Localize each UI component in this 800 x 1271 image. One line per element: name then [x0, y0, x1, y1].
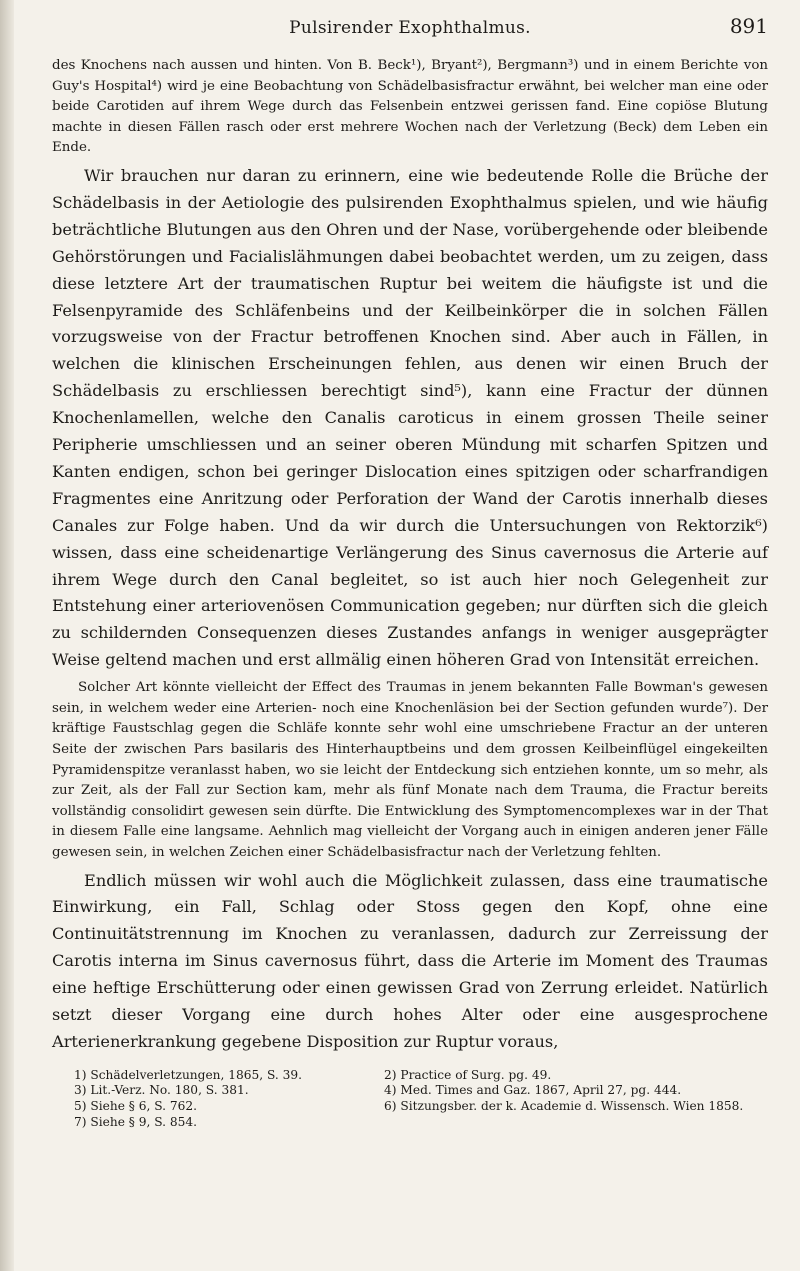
footnote-1: 1) Schädelverletzungen, 1865, S. 39. — [74, 1067, 303, 1082]
footnote-2: 2) Practice of Surg. pg. 49. — [384, 1067, 552, 1082]
running-title: Pulsirender Exophthalmus. — [289, 18, 531, 38]
footnotes — [52, 1068, 768, 1130]
page-edge-shadow — [0, 0, 14, 1271]
page-number: 891 — [729, 14, 768, 38]
running-header — [52, 14, 768, 48]
footnote-3: 3) Lit.-Verz. No. 180, S. 381. — [74, 1083, 249, 1098]
book-page — [52, 14, 768, 1130]
footnote-5: 5) Siehe § 6, S. 762. — [74, 1099, 198, 1114]
paragraph-4: Endlich müssen wir wohl auch die Möglichkeit zulassen, dass eine traumatische Einwirkung, ein Fall, Schlag oder Stoss gegen den Kopf, ohne eine Continuitätstrennung im Knochen zu veranlassen, dadurch zur Zerreissung der Carotis interna im Sinus cavernosus führt, dass die Arterie im Moment des Traumas eine heftige Erschütterung oder einen gewissen Grad von Zerrung erleidet. Natürlich setzt dieser Vorgang eine durch hohes Alter oder eine ausgesprochene Arterienerkrankung gegebene Disposition zur Ruptur voraus, — [52, 870, 768, 1051]
footnote-7: 7) Siehe § 9, S. 854. — [74, 1114, 198, 1129]
paragraph-2: Wir brauchen nur daran zu erinnern, eine wie bedeutende Rolle die Brüche der Schädelbasis in der Aetiologie des pulsirenden Exophthalmus spielen, und wie häufig beträchtliche Blutungen aus den Ohren und der Nase, vorübergehende oder bleibende Gehörstörungen und Facialislähmungen dabei beobachtet werden, um zu zeigen, dass diese letztere Art der traumatischen Ruptur bei weitem die häufigste ist und die Felsenpyramide des Schläfenbeins und der Keilbeinkörper die in solchen Fällen vorzugsweise von der Fractur betroffenen Knochen sind. Aber auch in Fällen, in welchen die klinischen Erscheinungen fehlen, aus denen wir einen Bruch der Schädelbasis zu erschliessen berechtigt sind⁵), kann eine Fractur der dünnen Knochenlamellen, welche den Canalis caroticus in einem grossen Theile seiner Peripherie umschliessen und an seiner oberen Mündung mit scharfen Spitzen und Kanten endigen, schon bei geringer Dislocation eines spitzigen oder scharfrandigen Fragmentes eine Anritzung oder Perforation der Wand der Carotis innerhalb dieses Canales zur Folge haben. Und da wir durch die Untersuchungen von Rektorzik⁶) wissen, dass eine scheidenartige Verlängerung des Sinus cavernosus die Arterie auf ihrem Wege durch den Canal begleitet, so ist auch hier noch Gelegenheit zur Entstehung einer arteriovenösen Communication gegeben; nur dürften sich die gleich zu schildernden Consequenzen dieses Zustandes anfangs in weniger ausgeprägter Weise geltend machen und erst allmälig einen höheren Grad von Intensität erreichen. — [52, 165, 768, 670]
footnote-6: 6) Sitzungsber. der k. Academie d. Wissensch. Wien 1858. — [384, 1099, 744, 1114]
paragraph-3: Solcher Art könnte vielleicht der Effect des Traumas in jenem bekannten Falle Bowman's gewesen sein, in welchem weder eine Arterien- noch eine Knochenläsion bei der Section gefunden wurde⁷). Der kräftige Faustschlag gegen die Schläfe konnte sehr wohl eine umschriebene Fractur an der unteren Seite der zwischen Pars basilaris des Hinterhauptbeins und dem grossen Keilbeinflügel eingekeilten Pyramidenspitze veranlasst haben, wo sie leicht der Entdeckung sich entziehen konnte, um so mehr, als zur Zeit, als der Fall zur Section kam, mehr als fünf Monate nach dem Trauma, die Fractur bereits vollständig consolidirt gewesen sein dürfte. Die Entwicklung des Symptomencomplexes war in der That in diesem Falle eine langsame. Aehnlich mag vielleicht der Vorgang auch in einigen anderen jener Fälle gewesen sein, in welchen Zeichen einer Schädelbasisfractur nach der Verletzung fehlten. — [52, 680, 768, 860]
paragraph-1: des Knochens nach aussen und hinten. Von B. Beck¹), Bryant²), Bergmann³) und in einem Berichte von Guy's Hospital⁴) wird je eine Beobachtung von Schädelbasisfractur erwähnt, bei welcher man eine oder beide Carotiden auf ihrem Wege durch das Felsenbein entzwei gerissen fand. Eine copiöse Blutung machte in diesen Fällen rasch oder erst mehrere Wochen nach der Verletzung (Beck) dem Leben ein Ende. — [52, 58, 768, 156]
footnote-4: 4) Med. Times and Gaz. 1867, April 27, pg. 444. — [384, 1083, 682, 1098]
